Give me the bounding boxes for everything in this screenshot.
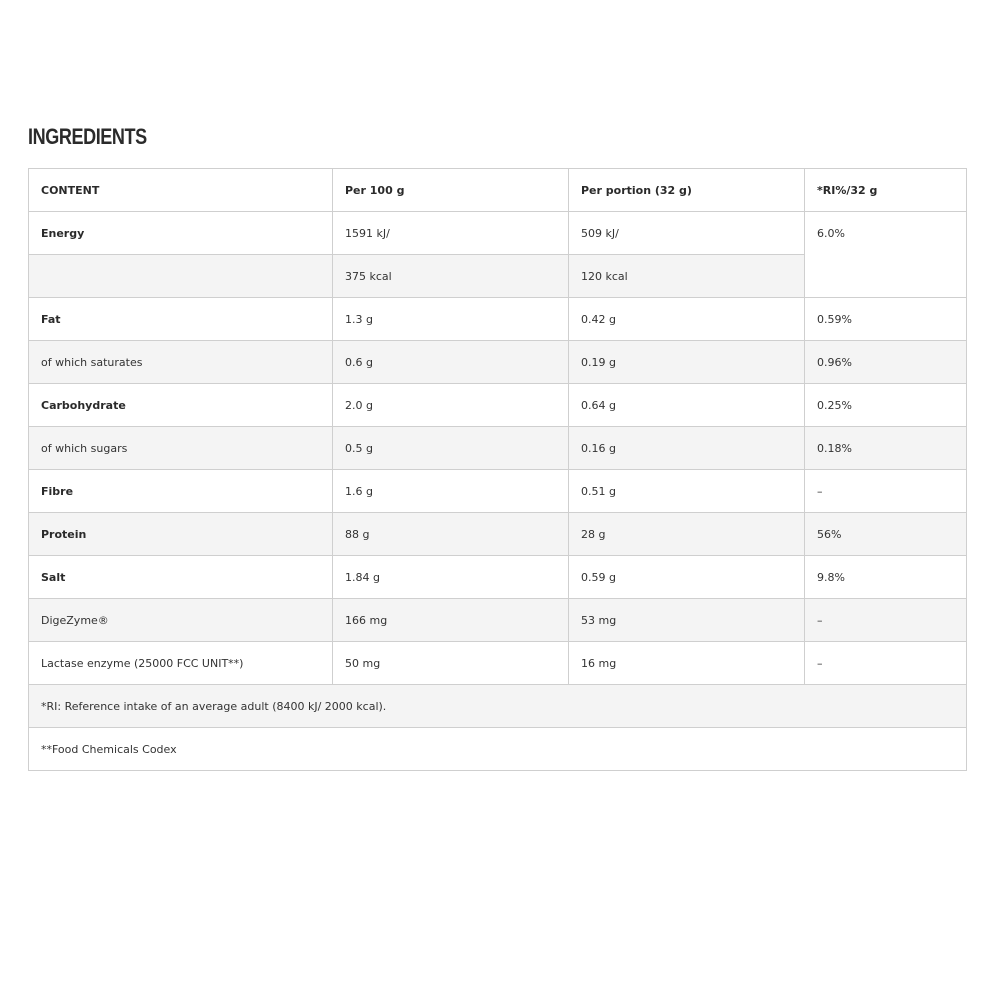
row-label: Energy [29, 212, 333, 255]
row-label: of which saturates [29, 341, 333, 384]
table-row [29, 599, 967, 642]
table-row [29, 556, 967, 599]
row-label: of which sugars [29, 427, 333, 470]
row-label: Salt [29, 556, 333, 599]
row-label: Protein [29, 513, 333, 556]
per-portion-value: 0.19 g [569, 341, 805, 384]
footnote-ri: *RI: Reference intake of an average adult (8400 kJ/ 2000 kcal). [29, 685, 967, 728]
header-per-100g: Per 100 g [333, 169, 569, 212]
per-100g-value: 1.84 g [333, 556, 569, 599]
per-100g-value: 375 kcal [333, 255, 569, 298]
footnote-fcc: **Food Chemicals Codex [29, 728, 967, 771]
per-100g-value: 2.0 g [333, 384, 569, 427]
footnote-row [29, 728, 967, 771]
footnote-row [29, 685, 967, 728]
ri-value: – [805, 642, 967, 685]
ri-value: 56% [805, 513, 967, 556]
per-portion-value: 53 mg [569, 599, 805, 642]
table-row [29, 384, 967, 427]
table-row [29, 298, 967, 341]
ri-value: 0.96% [805, 341, 967, 384]
row-label: Fat [29, 298, 333, 341]
ri-value: 0.18% [805, 427, 967, 470]
ri-value: 6.0% [805, 212, 967, 298]
per-portion-value: 0.59 g [569, 556, 805, 599]
header-ri: *RI%/32 g [805, 169, 967, 212]
table-row [29, 642, 967, 685]
ri-value: 0.25% [805, 384, 967, 427]
nutrition-table [28, 168, 967, 771]
per-100g-value: 166 mg [333, 599, 569, 642]
per-100g-value: 50 mg [333, 642, 569, 685]
table-row-energy-kj [29, 212, 967, 255]
section-title: INGREDIENTS [28, 124, 147, 149]
row-label: Lactase enzyme (25000 FCC UNIT**) [29, 642, 333, 685]
table-row [29, 513, 967, 556]
row-label-empty [29, 255, 333, 298]
per-100g-value: 1591 kJ/ [333, 212, 569, 255]
per-portion-value: 28 g [569, 513, 805, 556]
per-portion-value: 16 mg [569, 642, 805, 685]
table-row [29, 427, 967, 470]
ri-value: – [805, 470, 967, 513]
per-portion-value: 0.51 g [569, 470, 805, 513]
table-row [29, 341, 967, 384]
row-label: Fibre [29, 470, 333, 513]
per-portion-value: 0.42 g [569, 298, 805, 341]
header-per-portion: Per portion (32 g) [569, 169, 805, 212]
per-100g-value: 0.6 g [333, 341, 569, 384]
ri-value: 9.8% [805, 556, 967, 599]
table-header-row [29, 169, 967, 212]
per-100g-value: 0.5 g [333, 427, 569, 470]
row-label: DigeZyme® [29, 599, 333, 642]
table-row [29, 470, 967, 513]
per-portion-value: 120 kcal [569, 255, 805, 298]
per-portion-value: 0.64 g [569, 384, 805, 427]
ri-value: 0.59% [805, 298, 967, 341]
per-100g-value: 1.6 g [333, 470, 569, 513]
row-label: Carbohydrate [29, 384, 333, 427]
header-content: CONTENT [29, 169, 333, 212]
ri-value: – [805, 599, 967, 642]
per-portion-value: 509 kJ/ [569, 212, 805, 255]
per-100g-value: 88 g [333, 513, 569, 556]
per-100g-value: 1.3 g [333, 298, 569, 341]
per-portion-value: 0.16 g [569, 427, 805, 470]
